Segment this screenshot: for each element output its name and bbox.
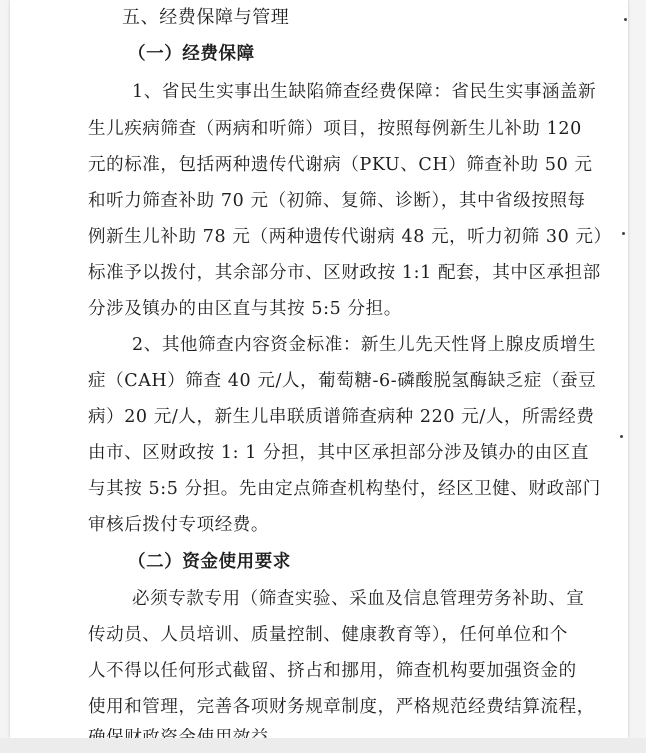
text-line: 1、省民生实事出生缺陷筛查经费保障：省民生实事涵盖新 <box>132 82 597 102</box>
text-line: 和听力筛查补助 70 元（初筛、复筛、诊断），其中省级按照每 <box>88 191 586 211</box>
text-line: 元的标准，包括两种遗传代谢病（PKU、CH）筛查补助 50 元 <box>88 155 593 175</box>
text-line: 与其按 5:5 分担。先由定点筛查机构垫付，经区卫健、财政部门 <box>88 479 601 499</box>
viewer-bottom-strip <box>0 738 646 753</box>
text-line: 传动员、人员培训、质量控制、健康教育等），任何单位和个 <box>88 625 568 645</box>
scan-speck <box>622 232 625 235</box>
text-line: 人不得以任何形式截留、挤占和挪用，筛查机构要加强资金的 <box>88 661 577 681</box>
document-page <box>10 0 628 738</box>
text-line: 分涉及镇办的由区直与其按 5:5 分担。 <box>88 299 402 319</box>
text-line: 由市、区财政按 1: 1 分担，其中区承担部分涉及镇办的由区直 <box>88 443 589 463</box>
scan-speck <box>624 18 627 21</box>
subsection-title-funding: （一）经费保障 <box>128 44 255 64</box>
text-line: 例新生儿补助 78 元（两种遗传代谢病 48 元，听力初筛 30 元） <box>88 227 612 247</box>
text-line: 病）20 元/人，新生儿串联质谱筛查病种 220 元/人，所需经费 <box>88 407 595 427</box>
scan-speck <box>620 435 623 438</box>
text-line: 必须专款专用（筛查实验、采血及信息管理劳务补助、宣 <box>132 589 585 609</box>
text-line: 使用和管理，完善各项财务规章制度，严格规范经费结算流程， <box>88 697 595 717</box>
text-line: 症（CAH）筛查 40 元/人，葡萄糖-6-磷酸脱氢酶缺乏症（蚕豆 <box>88 371 597 391</box>
subsection-title-fund-usage: （二）资金使用要求 <box>128 552 291 572</box>
text-line: 标准予以拨付，其余部分市、区财政按 1:1 配套，其中区承担部 <box>88 263 601 283</box>
section-title: 五、经费保障与管理 <box>122 7 290 28</box>
text-line: 2、其他筛查内容资金标准：新生儿先天性肾上腺皮质增生 <box>132 335 597 355</box>
text-line: 审核后拨付专项经费。 <box>88 515 269 535</box>
text-line: 生儿疾病筛查（两病和听筛）项目，按照每例新生儿补助 120 <box>88 119 582 139</box>
